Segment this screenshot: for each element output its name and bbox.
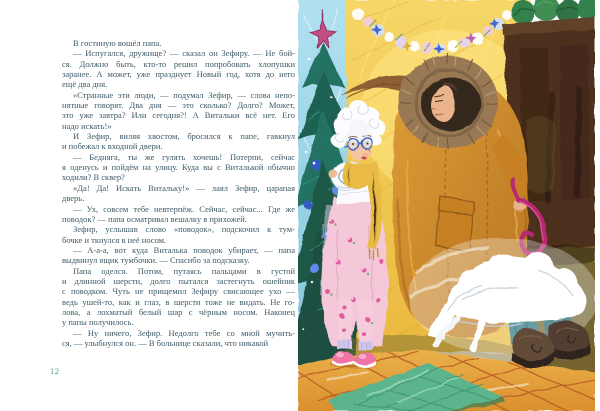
text-line: — Бедняга, ты же гулять хочешь! Потерпи, сейчас <box>73 151 295 162</box>
paragraph <box>62 90 295 131</box>
text-block <box>62 38 295 348</box>
text-line: В гостиную вошёл папа. <box>73 38 162 48</box>
text-line: Зефир, услышав слово «поводок», подскочил к тум- <box>73 224 295 235</box>
text-line: — Ух, совсем тебе невтерпёж. Сейчас, сейчас... Где же <box>73 203 295 214</box>
text-line: нятные говорят. Два дня — это сколько? Долго? Может, <box>62 100 295 111</box>
text-line: — Ну ничего, Зефир. Недолго тебе со мной мучить- <box>73 327 295 338</box>
text-line: — А-а-а, вот куда Виталька поводок убирает, — папа <box>73 244 295 255</box>
text-line: заранее. А может, уже празднует Новый год, хотя до него <box>62 69 295 80</box>
text-line: и длинной шерсти, долго пытался застегнуть ошейник <box>62 275 295 286</box>
text-line: у папы получилось. <box>62 317 134 328</box>
paragraph <box>62 38 295 48</box>
text-line: лова, а лохматый белый шар с чёрным носом. Наконец <box>62 306 295 317</box>
right-page-illustration <box>298 0 595 411</box>
paragraph <box>62 266 295 328</box>
text-line: это уже завтра? Или сегодня?! А Витальки всё нет. Его <box>62 110 295 121</box>
text-line: выдвинул ящик тумбочки. — Спасибо за подсказку. <box>62 255 250 266</box>
left-page <box>0 0 298 411</box>
paragraph <box>62 152 295 183</box>
text-line: я оденусь и пойдём на улицу. Куда вы с Виталькой обычно <box>62 162 295 173</box>
paragraph <box>62 224 295 245</box>
paragraph <box>62 204 295 225</box>
text-line: ходили? В сквер? <box>62 172 125 183</box>
paragraph <box>62 183 295 204</box>
illustration-svg <box>298 0 595 411</box>
text-line: надо искать!» <box>62 120 112 131</box>
text-line: ся. Должно быть, кто-то решил попробовать хлопушки <box>62 58 295 69</box>
text-line: «Да! Да! Искать Витальку!» — лаял Зефир, царапая <box>73 182 295 193</box>
text-line: дверь. <box>62 193 85 204</box>
text-line: Папа оделся. Потом, путаясь пальцами в густой <box>73 265 295 276</box>
text-line: с поводком. Чуть не прищемил Зефиру свисающее ухо — <box>62 286 295 297</box>
text-line: — Испугался, дружище? — сказал он Зефиру. — Не бой- <box>73 48 295 59</box>
text-line: бочке и ткнулся в неё носом. <box>62 234 167 245</box>
paper-grain <box>298 0 595 411</box>
paragraph <box>62 131 295 152</box>
text-line: и побежал к входной двери. <box>62 141 163 152</box>
paragraph <box>62 48 295 89</box>
text-line: И Зефир, виляя хвостом, бросился к папе, гавкнул <box>73 131 295 142</box>
text-line: «Странные эти люди, — подумал Зефир, — слова непо- <box>73 89 295 100</box>
text-line: ведь ушей-то, как и глаз, в шерсти тоже не видать. Не го- <box>62 296 295 307</box>
paragraph <box>62 328 295 349</box>
paragraph <box>62 245 295 266</box>
page-number: 12 <box>50 366 60 376</box>
text-line: поводок? — папа осматривал вешалку в прихожей. <box>62 213 247 224</box>
text-line: ещё два дня. <box>62 79 108 90</box>
text-line: ся, — улыбнулся он. — В больнице сказали, что никакой <box>62 337 269 348</box>
